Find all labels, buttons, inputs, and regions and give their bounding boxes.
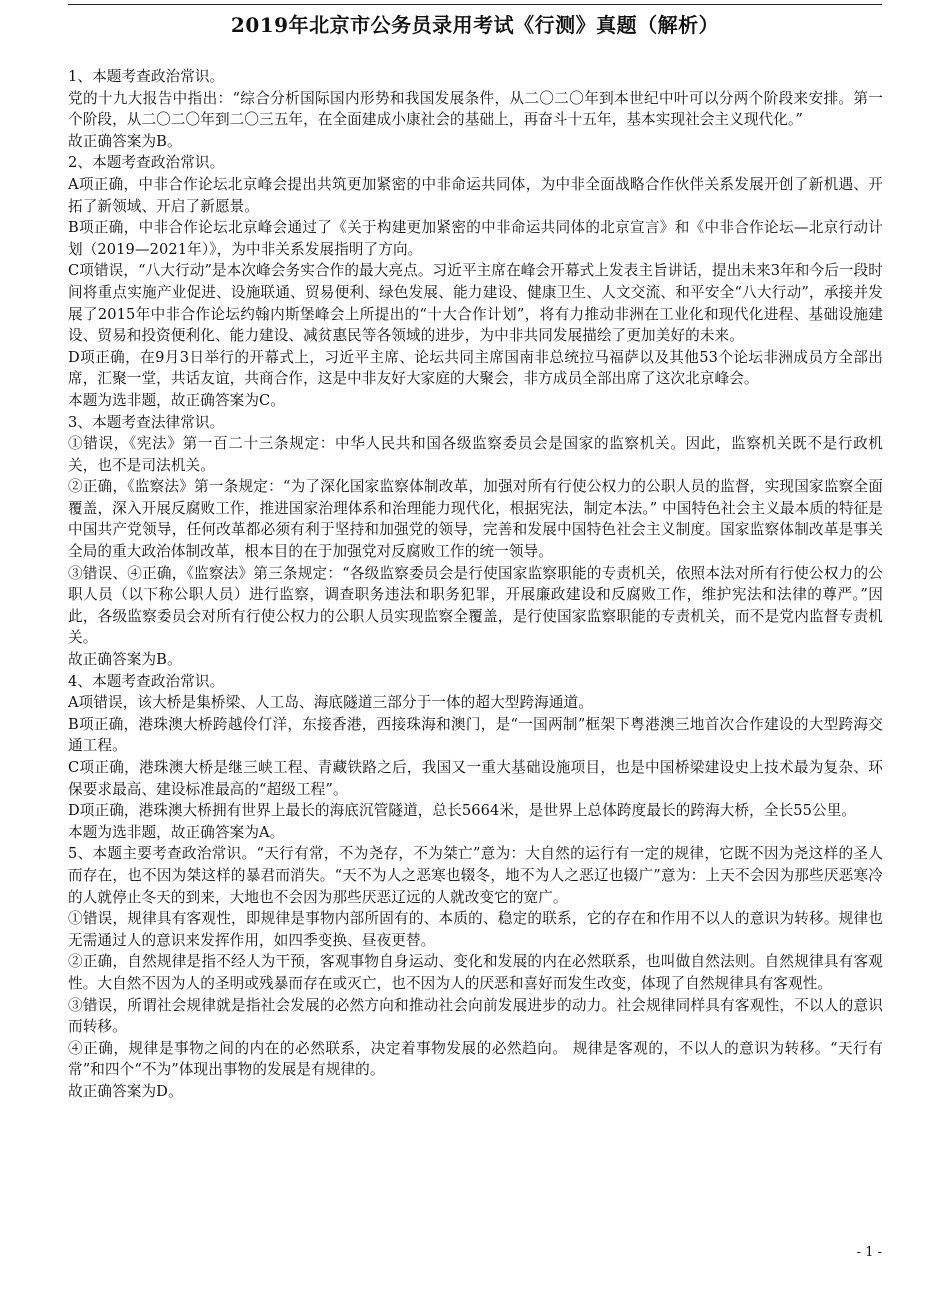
paragraph: 本题为选非题，故正确答案为A。: [68, 823, 285, 841]
paragraph: ③错误，所谓社会规律就是指社会发展的必然方向和推动社会向前发展进步的动力。社会规律同样具有客观性，不以人的意识而转移。: [68, 996, 883, 1036]
paragraph: 故正确答案为B。: [68, 651, 182, 669]
paragraph: ②正确，《监察法》第一条规定：“为了深化国家监察体制改革，加强对所有行使公权力的公职人员的监督，实现国家监察全面覆盖，深入开展反腐败工作，推进国家治理体系和治理能力现代化，根据宪法，制定本法。” 中国特色社会主义最本质的特征是中国共产党领导，任何改革都必须有利于坚持和加强党的领导，完善和发展中国特色社会主义制度。国家监察体制改革是事关全局的重大政治体制改革，根本目的在于加强党对反腐败工作的统一领导。: [68, 478, 883, 561]
paragraph: A项错误，该大桥是集桥梁、人工岛、海底隧道三部分于一体的超大型跨海通道。: [68, 694, 593, 712]
paragraph: C项正确，港珠澳大桥是继三峡工程、青藏铁路之后，我国又一重大基础设施项目，也是中国桥梁建设史上技术最为复杂、环保要求最高、建设标准最高的“超级工程”。: [68, 759, 883, 798]
paragraph: 1、本题考查政治常识。: [68, 68, 225, 85]
document-title: 2019年北京市公务员录用考试《行测》真题（解析）: [230, 13, 720, 37]
paragraph: 4、本题考查政治常识。: [68, 672, 225, 690]
paragraph: 3、本题考查法律常识。: [68, 413, 225, 431]
paragraph: ①错误，规律具有客观性，即规律是事物内部所固有的、本质的、稳定的联系，它的存在和作用不以人的意识为转移。规律也无需通过人的意识来发挥作用，如四季变换、昼夜更替。: [68, 910, 883, 949]
document-body: [68, 66, 883, 1103]
paragraph: D项正确，在9月3日举行的开幕式上，习近平主席、论坛共同主席国南非总统拉马福萨以及其他53个论坛非洲成员方全部出席，汇聚一堂，共话友谊，共商合作，这是中非友好大家庭的大聚会，非方成员全部出席了这次北京峰会。: [68, 348, 883, 388]
paragraph: A项正确，中非合作论坛北京峰会提出共筑更加紧密的中非命运共同体，为中非全面战略合作伙伴关系发展开创了新机遇、开拓了新领域、开启了新愿景。: [68, 175, 883, 215]
page-number: - 1 -: [856, 1245, 882, 1260]
paragraph: C项错误，“八大行动”是本次峰会务实合作的最大亮点。习近平主席在峰会开幕式上发表主旨讲话，提出未来3年和今后一段时间将重点实施产业促进、设施联通、贸易便利、绿色发展、能力建设、健康卫生、人文交流、和平安全“八大行动”，承接并发展了2015年中非合作论坛约翰内斯堡峰会上所提出的“十大合作计划”，将有力推动非洲在工业化和现代化进程、基础设施建设、贸易和投资便利化、能力建设、减贫惠民等各领域的进步，为中非共同发展描绘了更加美好的未来。: [68, 262, 883, 345]
paragraph: 2、本题考查政治常识。: [68, 154, 225, 172]
paragraph: D项正确，港珠澳大桥拥有世界上最长的海底沉管隧道，总长5664米，是世界上总体跨度最长的跨海大桥，全长55公里。: [68, 802, 857, 820]
paragraph: 故正确答案为B。: [68, 132, 182, 150]
paragraph: 故正确答案为D。: [68, 1082, 183, 1100]
paragraph: 本题为选非题，故正确答案为C。: [68, 391, 285, 409]
paragraph: ③错误、④正确，《监察法》第三条规定：“各级监察委员会是行使国家监察职能的专责机关，依照本法对所有行使公权力的公职人员（以下称公职人员）进行监察，调查职务违法和职务犯罪，开展廉政建设和反腐败工作，维护宪法和法律的尊严。”因此，各级监察委员会对所有行使公权力的公职人员实现监察全覆盖，是行使国家监察职能的专责机关，而不是党内监督专责机关。: [68, 564, 883, 647]
paragraph: ②正确，自然规律是指不经人为干预，客观事物自身运动、变化和发展的内在必然联系，也叫做自然法则。自然规律具有客观性。大自然不因为人的圣明或残暴而存在或灭亡，也不因为人的厌恶和喜好而发生改变，体现了自然规律具有客观性。: [68, 953, 883, 992]
paragraph: ①错误，《宪法》第一百二十三条规定：中华人民共和国各级监察委员会是国家的监察机关。因此，监察机关既不是行政机关，也不是司法机关。: [68, 435, 883, 474]
paragraph: 5、本题主要考查政治常识。“天行有常，不为尧存，不为桀亡”意为：大自然的运行有一定的规律，它既不因为尧这样的圣人而存在，也不因为桀这样的暴君而消失。“天不为人之恶寒也辍冬，地不为人之恶辽也辍广”意为：上天不会因为那些厌恶寒冷的人就停止冬天的到来，大地也不会因为那些厌恶辽远的人就改变它的宽广。: [68, 845, 883, 906]
paragraph: ④正确，规律是事物之间的内在的必然联系，决定着事物发展的必然趋向。 规律是客观的，不以人的意识为转移。“天行有常”和四个“不为”体现出事物的发展是有规律的。: [68, 1039, 883, 1079]
paragraph: 党的十九大报告中指出：“综合分析国际国内形势和我国发展条件，从二〇二〇年到本世纪中叶可以分两个阶段来安排。第一个阶段，从二〇二〇年到二〇三五年，在全面建成小康社会的基础上，再奋斗十五年，基本实现社会主义现代化。”: [68, 89, 883, 129]
header-rule: [68, 4, 882, 5]
paragraph: B项正确，中非合作论坛北京峰会通过了《关于构建更加紧密的中非命运共同体的北京宣言》和《中非合作论坛—北京行动计划（2019—2021年）》，为中非关系发展指明了方向。: [68, 219, 883, 258]
paragraph: B项正确，港珠澳大桥跨越伶仃洋，东接香港，西接珠海和澳门，是“一国两制”框架下粤港澳三地首次合作建设的大型跨海交通工程。: [68, 715, 883, 755]
